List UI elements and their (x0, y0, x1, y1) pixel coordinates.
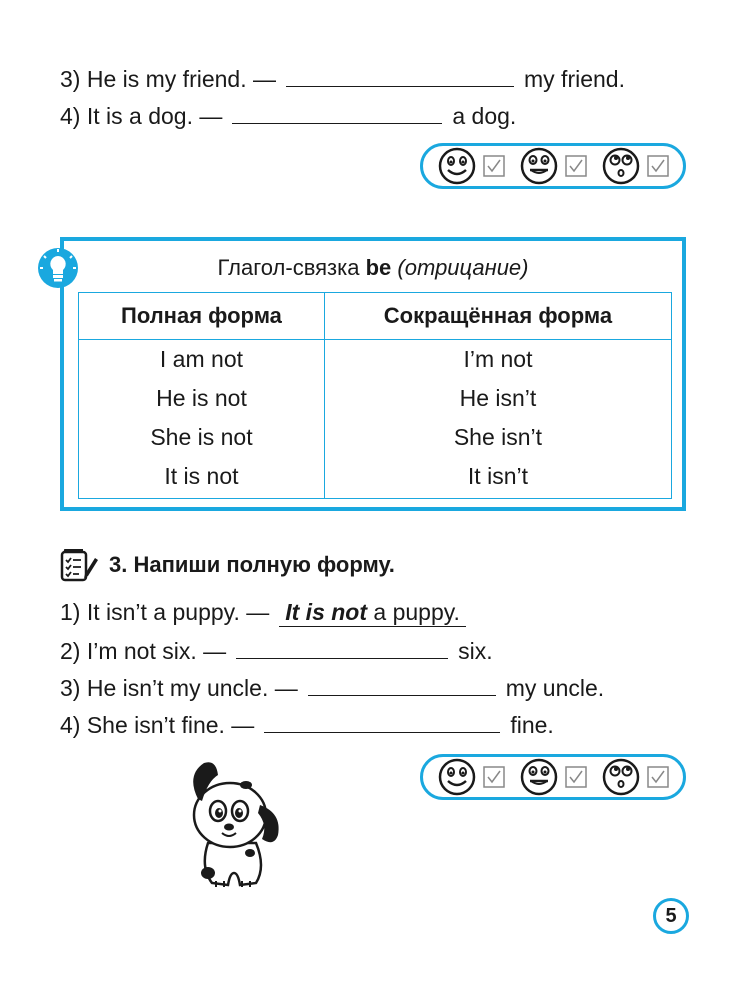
grammar-rule-box (60, 237, 686, 511)
answer-blank[interactable] (236, 636, 448, 659)
puppy-illustration (178, 755, 286, 890)
assessment-option-smile[interactable] (437, 146, 505, 186)
short-form: It isn’t (467, 463, 528, 489)
line-tail: six. (458, 638, 493, 664)
example-answer: It is not (285, 599, 368, 625)
page-number: 5 (653, 898, 689, 934)
smile-face-icon (437, 146, 477, 186)
line-label: 3) He isn’t my uncle. — (60, 675, 298, 701)
line-tail: my uncle. (505, 675, 605, 701)
full-form: I am not (159, 346, 244, 372)
task-line-2 (60, 636, 493, 665)
line-label: 4) She isn’t fine. — (60, 712, 255, 738)
checkbox-icon[interactable] (647, 766, 669, 788)
task-line-3 (60, 673, 604, 702)
line-label: 4) It is a dog. — (60, 103, 223, 129)
checklist-pencil-icon (59, 548, 99, 582)
short-forms-cell (324, 340, 671, 499)
task-line-1 (60, 599, 476, 627)
forms-table (78, 292, 672, 499)
grin-face-icon (519, 146, 559, 186)
worried-face-icon (601, 146, 641, 186)
checkbox-icon[interactable] (647, 155, 669, 177)
task-number: 3. (109, 552, 128, 577)
lightbulb-icon (36, 246, 80, 290)
column-header-full: Полная форма (79, 293, 325, 340)
line-tail: fine. (510, 712, 554, 738)
full-form: He is not (156, 385, 247, 411)
rule-title (64, 255, 682, 281)
smile-face-icon (437, 757, 477, 797)
rule-title-verb: be (365, 255, 392, 280)
exercise-line-3 (60, 64, 625, 93)
answer-blank[interactable] (264, 710, 500, 733)
line-tail: a dog. (452, 103, 517, 129)
checkbox-icon[interactable] (483, 155, 505, 177)
task-line-4 (60, 710, 554, 739)
task-heading (109, 552, 395, 578)
answer-blank[interactable] (286, 64, 514, 87)
self-assessment-bottom (420, 754, 686, 800)
checkbox-icon[interactable] (565, 155, 587, 177)
self-assessment-top (420, 143, 686, 189)
line-tail: my friend. (524, 66, 625, 92)
short-form: She isn’t (453, 424, 543, 450)
assessment-option-worried[interactable] (601, 146, 669, 186)
answer-blank[interactable] (232, 101, 442, 124)
worried-face-icon (601, 757, 641, 797)
short-form: He isn’t (459, 385, 537, 411)
checkbox-icon[interactable] (483, 766, 505, 788)
answer-blank-filled[interactable] (279, 599, 466, 627)
full-form: It is not (164, 463, 239, 489)
grin-face-icon (519, 757, 559, 797)
rule-title-text: Глагол-связка (217, 255, 360, 280)
assessment-option-grin[interactable] (519, 146, 587, 186)
rule-title-note: (отрицание) (397, 255, 529, 280)
exercise-line-4 (60, 101, 516, 130)
answer-blank[interactable] (308, 673, 496, 696)
line-label: 3) He is my friend. — (60, 66, 276, 92)
line-label: 2) I’m not six. — (60, 638, 227, 664)
full-form: She is not (150, 424, 253, 450)
assessment-option-grin[interactable] (519, 757, 587, 797)
line-tail: a puppy. (373, 599, 460, 625)
assessment-option-smile[interactable] (437, 757, 505, 797)
short-form: I’m not (463, 346, 533, 372)
line-label: 1) It isn’t a puppy. — (60, 599, 270, 625)
assessment-option-worried[interactable] (601, 757, 669, 797)
task-title: Напиши полную форму. (133, 552, 395, 577)
checkbox-icon[interactable] (565, 766, 587, 788)
full-forms-cell (79, 340, 325, 499)
column-header-short: Сокращённая форма (324, 293, 671, 340)
